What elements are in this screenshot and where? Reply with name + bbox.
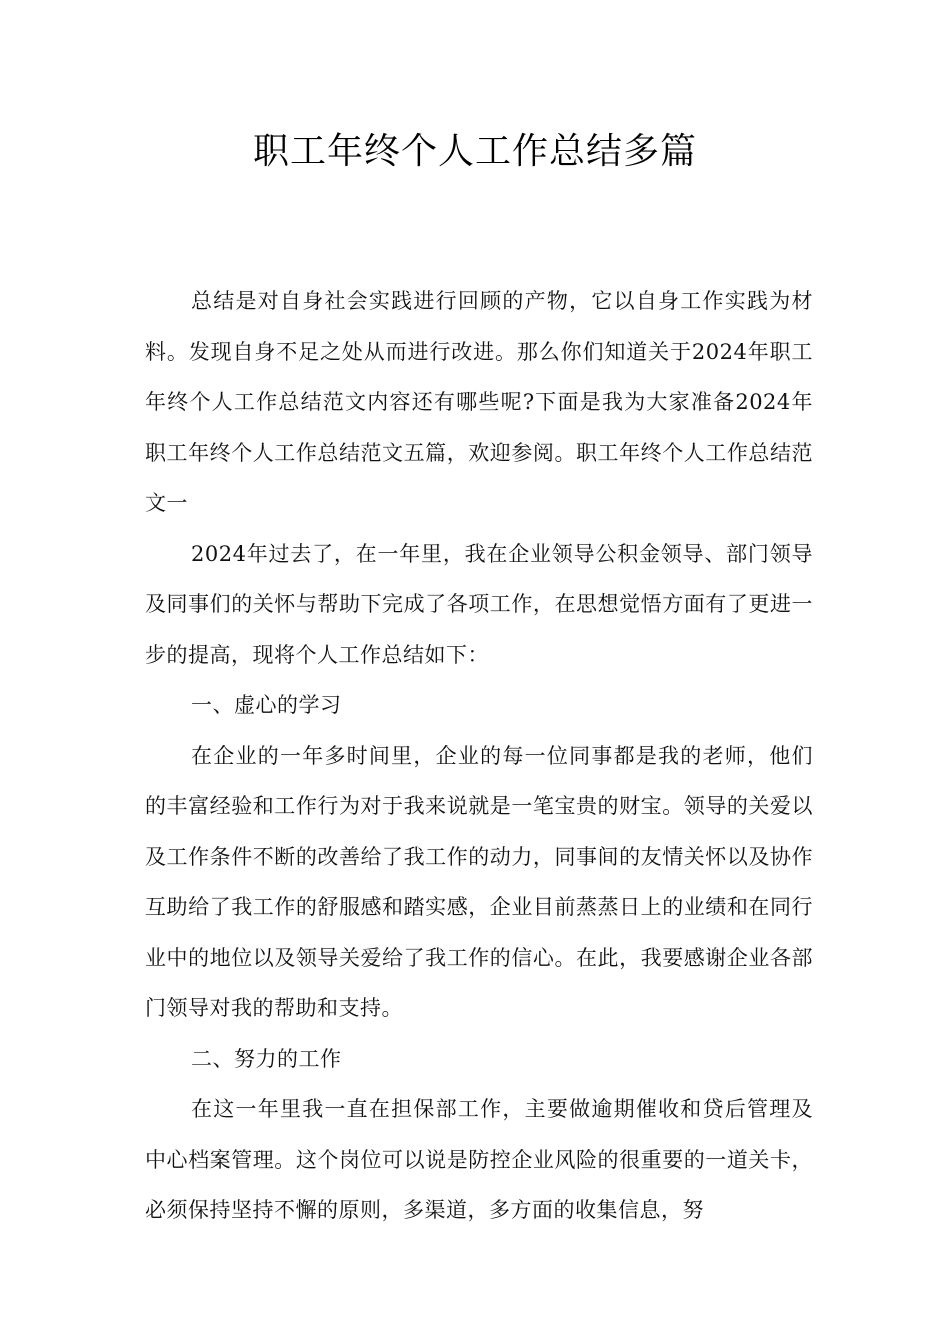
paragraph-work: 在这一年里我一直在担保部工作，主要做逾期催收和贷后管理及中心档案管理。这个岗位可以说是防控企业风险的很重要的一道关卡，必须保持坚持不懈的原则，多渠道，多方面的收集信息，努	[145, 1097, 813, 1222]
document-body	[145, 276, 813, 1236]
paragraph-learning: 在企业的一年多时间里，企业的每一位同事都是我的老师，他们的丰富经验和工作行为对于我来说就是一笔宝贵的财宝。领导的关爱以及工作条件不断的改善给了我工作的动力，同事间的友情关怀以及协作互助给了我工作的舒服感和踏实感，企业目前蒸蒸日上的业绩和在同行业中的地位以及领导关爱给了我工作的信心。在此，我要感谢企业各部门领导对我的帮助和支持。	[145, 743, 813, 1020]
paragraph-summary-opening: 2024年过去了，在一年里，我在企业领导公积金领导、部门领导及同事们的关怀与帮助下完成了各项工作，在思想觉悟方面有了更进一步的提高，现将个人工作总结如下：	[145, 541, 813, 667]
section-heading-work: 二、努力的工作	[191, 1046, 342, 1071]
paragraph-intro: 总结是对自身社会实践进行回顾的产物，它以自身工作实践为材料。发现自身不足之处从而进行改进。那么你们知道关于2024年职工年终个人工作总结范文内容还有哪些呢?下面是我为大家准备2024年职工年终个人工作总结范文五篇，欢迎参阅。职工年终个人工作总结范文一	[145, 289, 813, 515]
document-title: 职工年终个人工作总结多篇	[252, 131, 697, 172]
section-heading-learning: 一、虚心的学习	[191, 693, 342, 717]
